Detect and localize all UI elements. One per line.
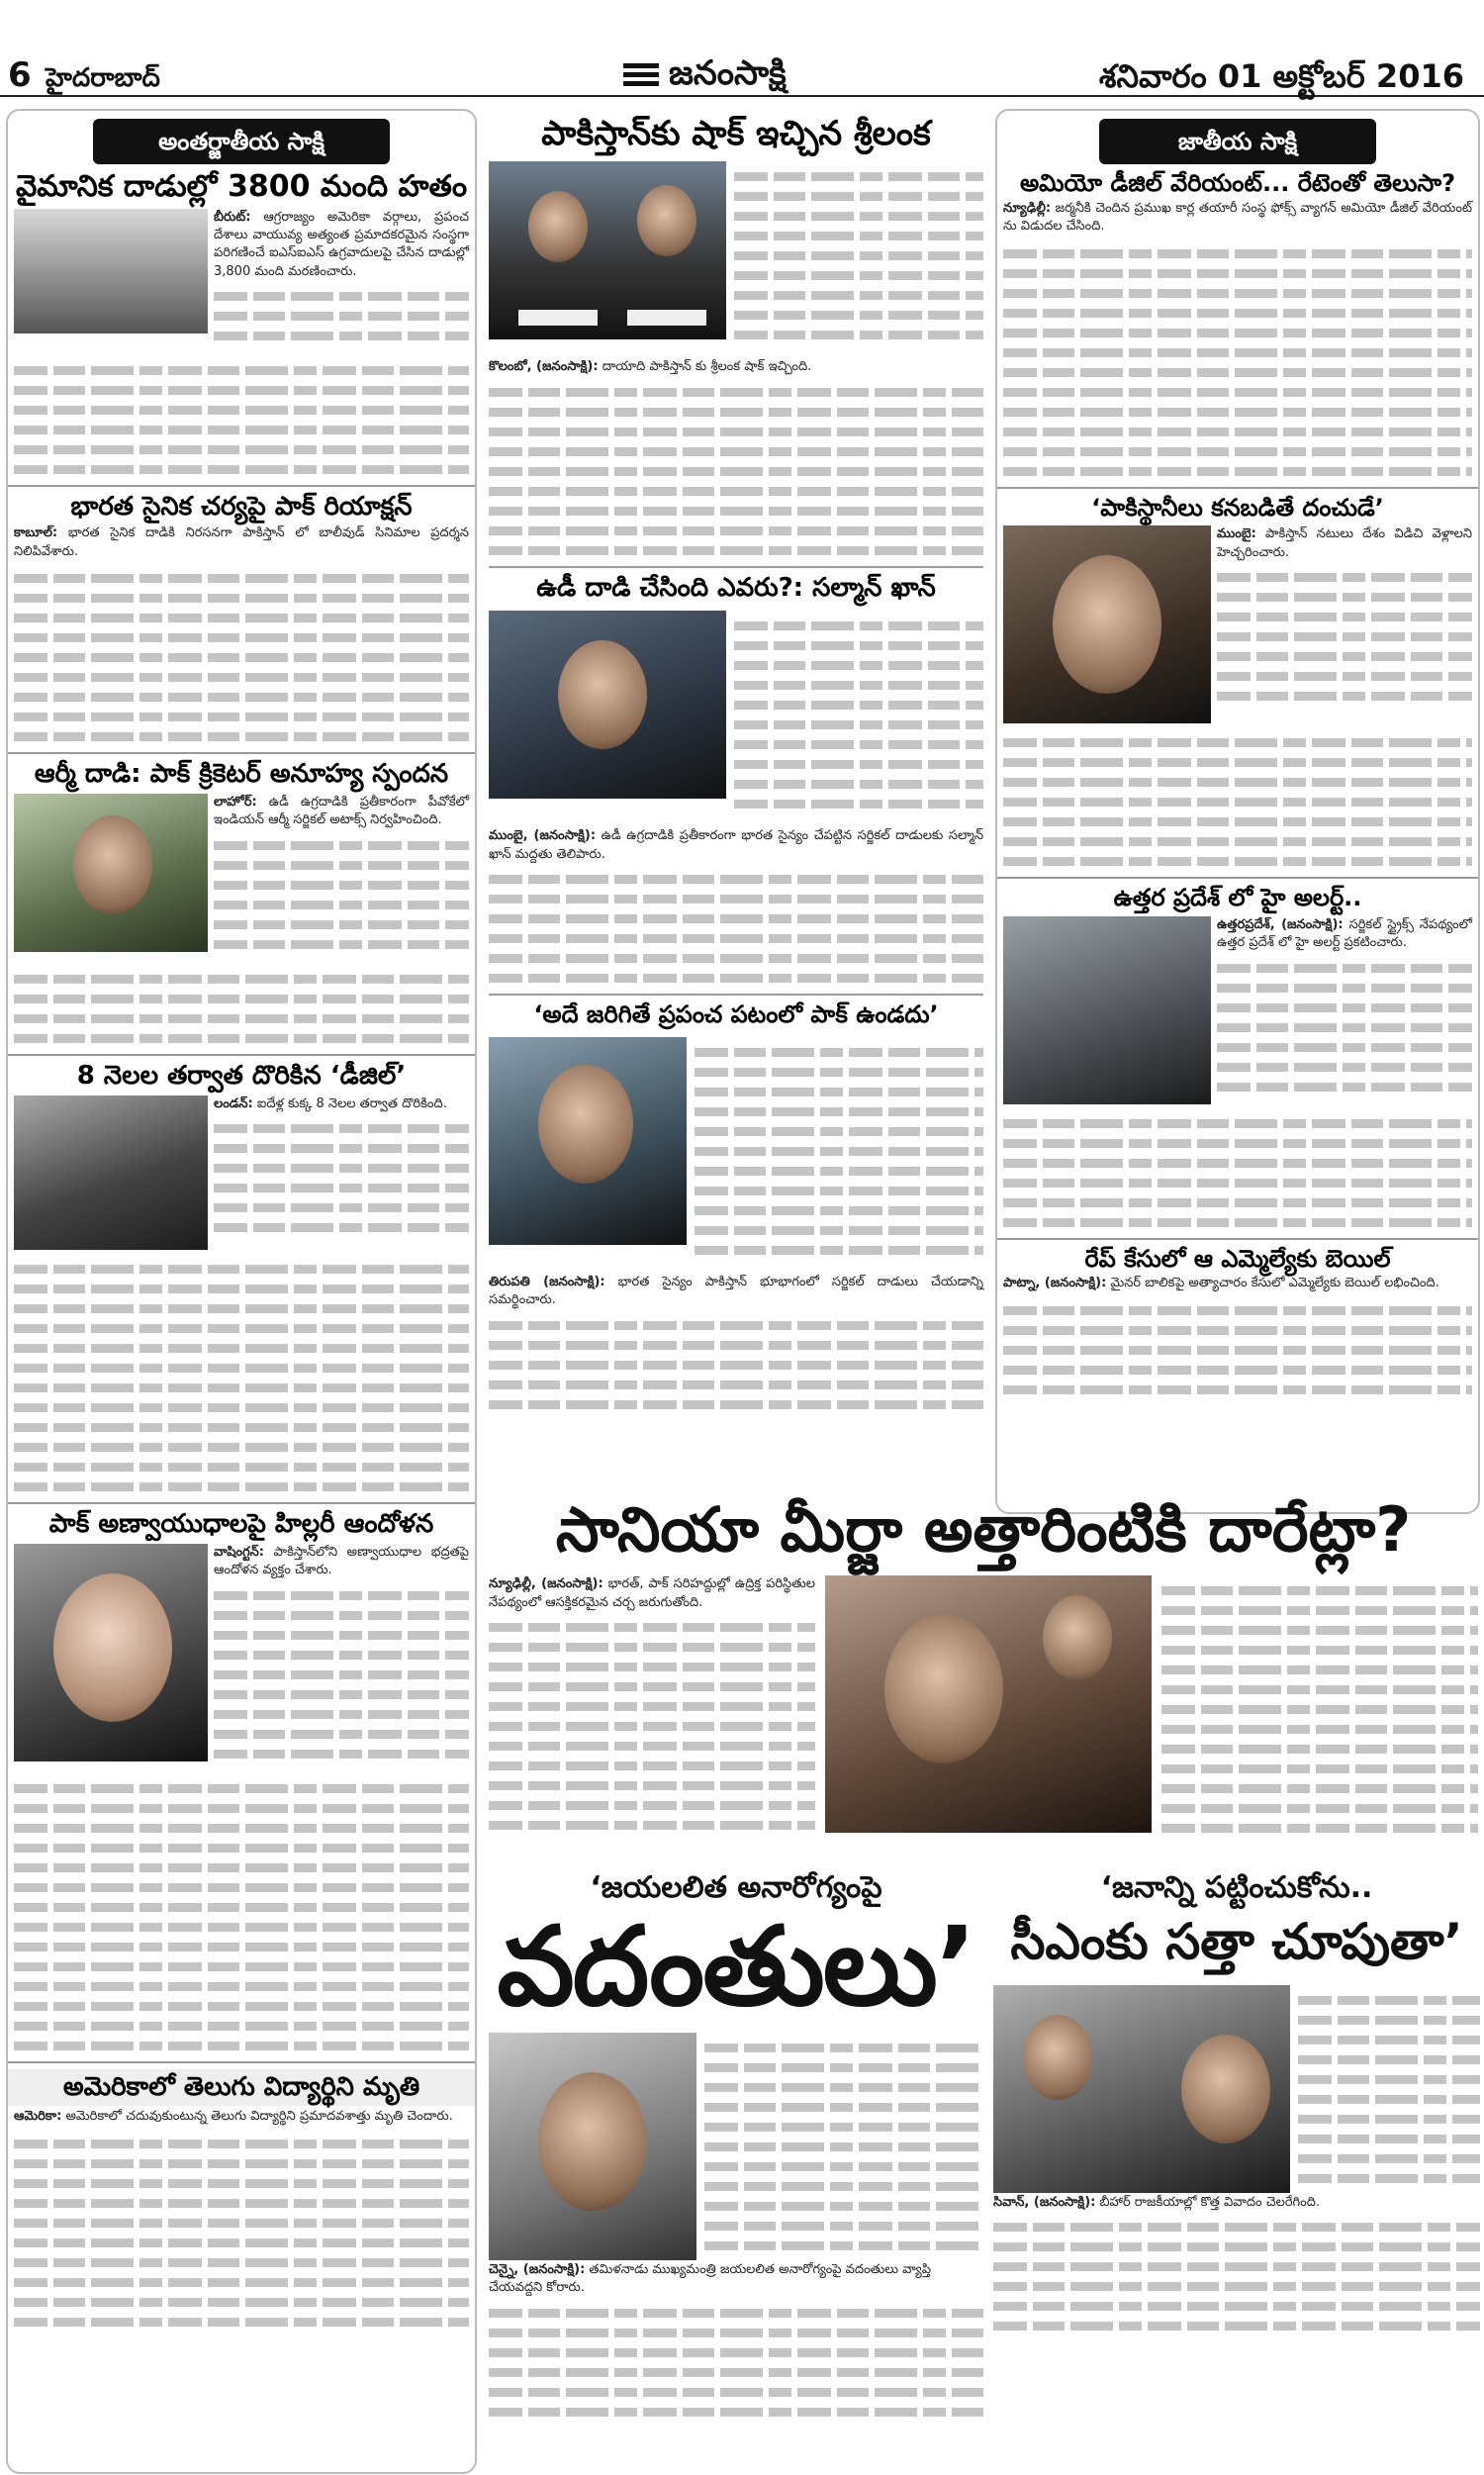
janam-article [993, 1870, 1480, 2341]
middle-column [489, 109, 983, 1514]
article-dateline: పాట్నా, (జనంసాక్షి): [1003, 1276, 1107, 1291]
article-lead: భారత్, పాక్ సరిహద్దుల్లో ఉద్రిక్త పరిస్థితుల నేపథ్యంలో ఆసక్తికరమైన చర్చ జరుగుతోంది. [489, 1576, 815, 1610]
article-lead: ఉడీ ఉగ్రదాడికి ప్రతీకారంగా భారత సైన్యం చేపట్టిన సర్జికల్ దాడులకు సల్మాన్ ఖాన్ మద్దతు తెలిపారు. [489, 828, 983, 862]
article-lead: పాకిస్తాన్‌లోని అణ్వాయుధాల భద్రతపై ఆందోళన వ్యక్తం చేశారు. [214, 1544, 469, 1578]
speaker-photo [489, 1037, 687, 1245]
article-headline: భారత సైనిక చర్యపై పాక్ రియాక్షన్ [70, 492, 413, 523]
article-headline: ఉడీ దాడి చేసింది ఎవరు?: సల్మాన్ ఖాన్ [536, 572, 936, 603]
article-headline: ఆర్మీ దాడి: పాక్ క్రికెటర్ అనూహ్య స్పందన [34, 759, 449, 790]
logo-lines-icon [623, 59, 663, 95]
article-dateline: ఉత్తరప్రదేశ్, (జనంసాక్షి): [1217, 916, 1344, 932]
hillary-clinton-photo [14, 1544, 208, 1761]
actor-photo [1003, 525, 1211, 723]
fighter-jet-photo [14, 209, 208, 333]
article-dateline: కాబూల్: [14, 525, 58, 541]
article-lead: దాయాది పాకిస్తాన్ కు శ్రీలంక షాక్ ఇచ్చింది. [602, 359, 812, 375]
article-headline: అమెరికాలో తెలుగు విద్యార్థిని మృతి [8, 2069, 475, 2107]
article-headline: 8 నెలల తర్వాత దొరికిన ‘డీజిల్’ [76, 1060, 407, 1091]
press-conference-photo [489, 161, 726, 339]
headline-big: వదంతులు’ [497, 1903, 975, 2030]
article-dateline: బీరుట్: [214, 209, 251, 225]
article-lead: భారత సైన్యం పాకిస్తాన్ భూభాగంలో సర్జికల్ దాడులు చేయడాన్ని సమర్థించారు. [489, 1274, 983, 1308]
article-headline: రేప్ కేసులో ఆ ఎమ్మెల్యేకు బెయిల్ [1084, 1244, 1391, 1273]
edition-city: హైదరాబాద్ [46, 63, 160, 93]
sri-lanka-nameplate [627, 310, 706, 326]
article-dateline: ముంబై, (జనంసాక్షి): [489, 828, 597, 844]
politicians-photo [993, 1985, 1290, 2193]
article-headline: పాకిస్తాన్‌కు షాక్ ఇచ్చిన శ్రీలంక [541, 114, 931, 153]
dog-photo [14, 1095, 208, 1250]
article-lead: ఐదేళ్ల కుక్క 8 నెలల తర్వాత దొరికింది. [256, 1095, 447, 1111]
article-lead: భారత సైనిక దాడికి నిరసనగా పాకిస్తాన్ లో బాలీవుడ్ సినిమాల ప్రదర్శన నిలిపివేశారు. [14, 525, 469, 559]
article-dateline: ముంబై: [1217, 526, 1256, 542]
article-dateline: లండన్: [214, 1095, 253, 1111]
article-lead: ఆగ్రరాజ్యం అమెరికా వర్గాలు, ప్రపంచ దేశాలు వాయువ్య అత్యంత ప్రమాదకరమైన సంస్థగా పరిగణించే ఐఎస్ఐఎస్ ఉగ్రవాదులపై చేసిన దాడుల్లో 3,800 మంది మరణించారు. [214, 209, 469, 279]
article-headline: సానియా మీర్జా అత్తారింటికి దారేట్లా? [555, 1493, 1412, 1566]
sania-mirza-photo [825, 1575, 1152, 1833]
article-dateline: సివాన్, (జనంసాక్షి): [993, 2195, 1096, 2210]
right-column [995, 109, 1480, 1514]
article-headline: పాక్ అణ్వాయుధాలపై హిల్లరీ ఆందోళన [48, 1508, 434, 1539]
article-lead: బీహార్ రాజకీయాల్లో కొత్త వివాదం చెలరేగింది. [1099, 2195, 1321, 2210]
article-lead: అమెరికాలో చదువుకుంటున్న తెలుగు విద్యార్థిని ప్రమాదవశాత్తు మృతి చెందారు. [65, 2109, 453, 2125]
headline-small: ‘జయలలిత అనారోగ్యంపై [590, 1870, 882, 1905]
article-lead: సర్జికల్ స్ట్రైక్స్ నేపథ్యంలో ఉత్తర ప్రదేశ్ లో హై అలర్ట్ ప్రకటించారు. [1217, 916, 1472, 951]
article-lead: మైనర్ బాలికపై అత్యాచారం కేసులో ఎమ్మెల్యేకు బెయిల్ లభించింది. [1110, 1276, 1439, 1291]
article-dateline: వాషింగ్టన్: [214, 1544, 264, 1560]
cricketer-photo [14, 794, 208, 952]
masthead [0, 0, 1484, 97]
section-title-international: అంతర్జాతీయ సాక్షి [93, 119, 390, 164]
article-lead: జర్మనీకి చెందిన ప్రముఖ కార్ల తయారీ సంస్థ ఫోక్స్ వ్యాగన్ అమియో డీజిల్ వేరియంట్ ను విడుదల చేసింది. [1003, 200, 1473, 235]
article-headline: వైమానిక దాడుల్లో 3800 మంది హతం [15, 169, 468, 204]
article-dateline: కొలంబో, (జనంసాక్షి): [489, 359, 599, 375]
sania-article [489, 1493, 1478, 1844]
article-lead: తమిళనాడు ముఖ్యమంత్రి జయలలిత అనారోగ్యంపై వదంతులు వ్యాప్తి చేయవద్దని కోరారు. [489, 2262, 931, 2296]
pakistan-nameplate [518, 310, 598, 326]
paper-name: జనంసాక్షి [669, 53, 787, 93]
jayalalitha-article [489, 1870, 983, 2427]
section-title-national: జాతీయ సాక్షి [1099, 119, 1376, 164]
page-number: 6 [8, 55, 32, 95]
newspaper-logo [623, 53, 787, 101]
salman-khan-photo [489, 611, 726, 799]
article-lead: పాకిస్తాన్ నటులు దేశం విడిచి వెళ్లాలని హెచ్చరించారు. [1217, 526, 1473, 560]
headline-small: ‘జనాన్ని పట్టించుకోను.. [1100, 1870, 1373, 1905]
security-check-photo [1003, 916, 1211, 1104]
issue-date: శనివారం 01 అక్టోబర్ 2016 [1098, 57, 1464, 95]
karunanidhi-photo [489, 2033, 696, 2260]
article-lead: ఉడీ ఉగ్రదాడికి ప్రతీకారంగా పీవోకేలో ఇండియన్ ఆర్మీ సర్జికల్ అటాక్స్ నిర్వహించింది. [214, 795, 469, 828]
headline-big: సీఎంకు సత్తా చూపుతా’ [1010, 1913, 1463, 1970]
article-dateline: న్యూఢిల్లీ, (జనంసాక్షి): [489, 1576, 603, 1592]
article-headline: ఉత్తర ప్రదేశ్ లో హై అలర్ట్.. [1113, 884, 1362, 912]
left-column [6, 109, 477, 2474]
article-headline: అమియో డీజిల్ వేరియంట్... రేటెంతో తెలుసా? [1019, 169, 1456, 197]
article-dateline: చెన్నై, (జనంసాక్షి): [489, 2262, 586, 2277]
article-headline: ‘పాకిస్థానీలు కనబడితే దంచుడే’ [1091, 493, 1384, 522]
article-headline: ‘అదే జరిగితే ప్రపంచ పటంలో పాక్ ఉండదు’ [533, 1000, 939, 1029]
article-dateline: లాహోర్: [214, 795, 257, 809]
article-dateline: తిరుపతి (జనంసాక్షి): [489, 1274, 605, 1289]
article-dateline: ఆమెరికా: [14, 2109, 62, 2125]
article-dateline: న్యూఢిల్లీ: [1003, 200, 1052, 216]
